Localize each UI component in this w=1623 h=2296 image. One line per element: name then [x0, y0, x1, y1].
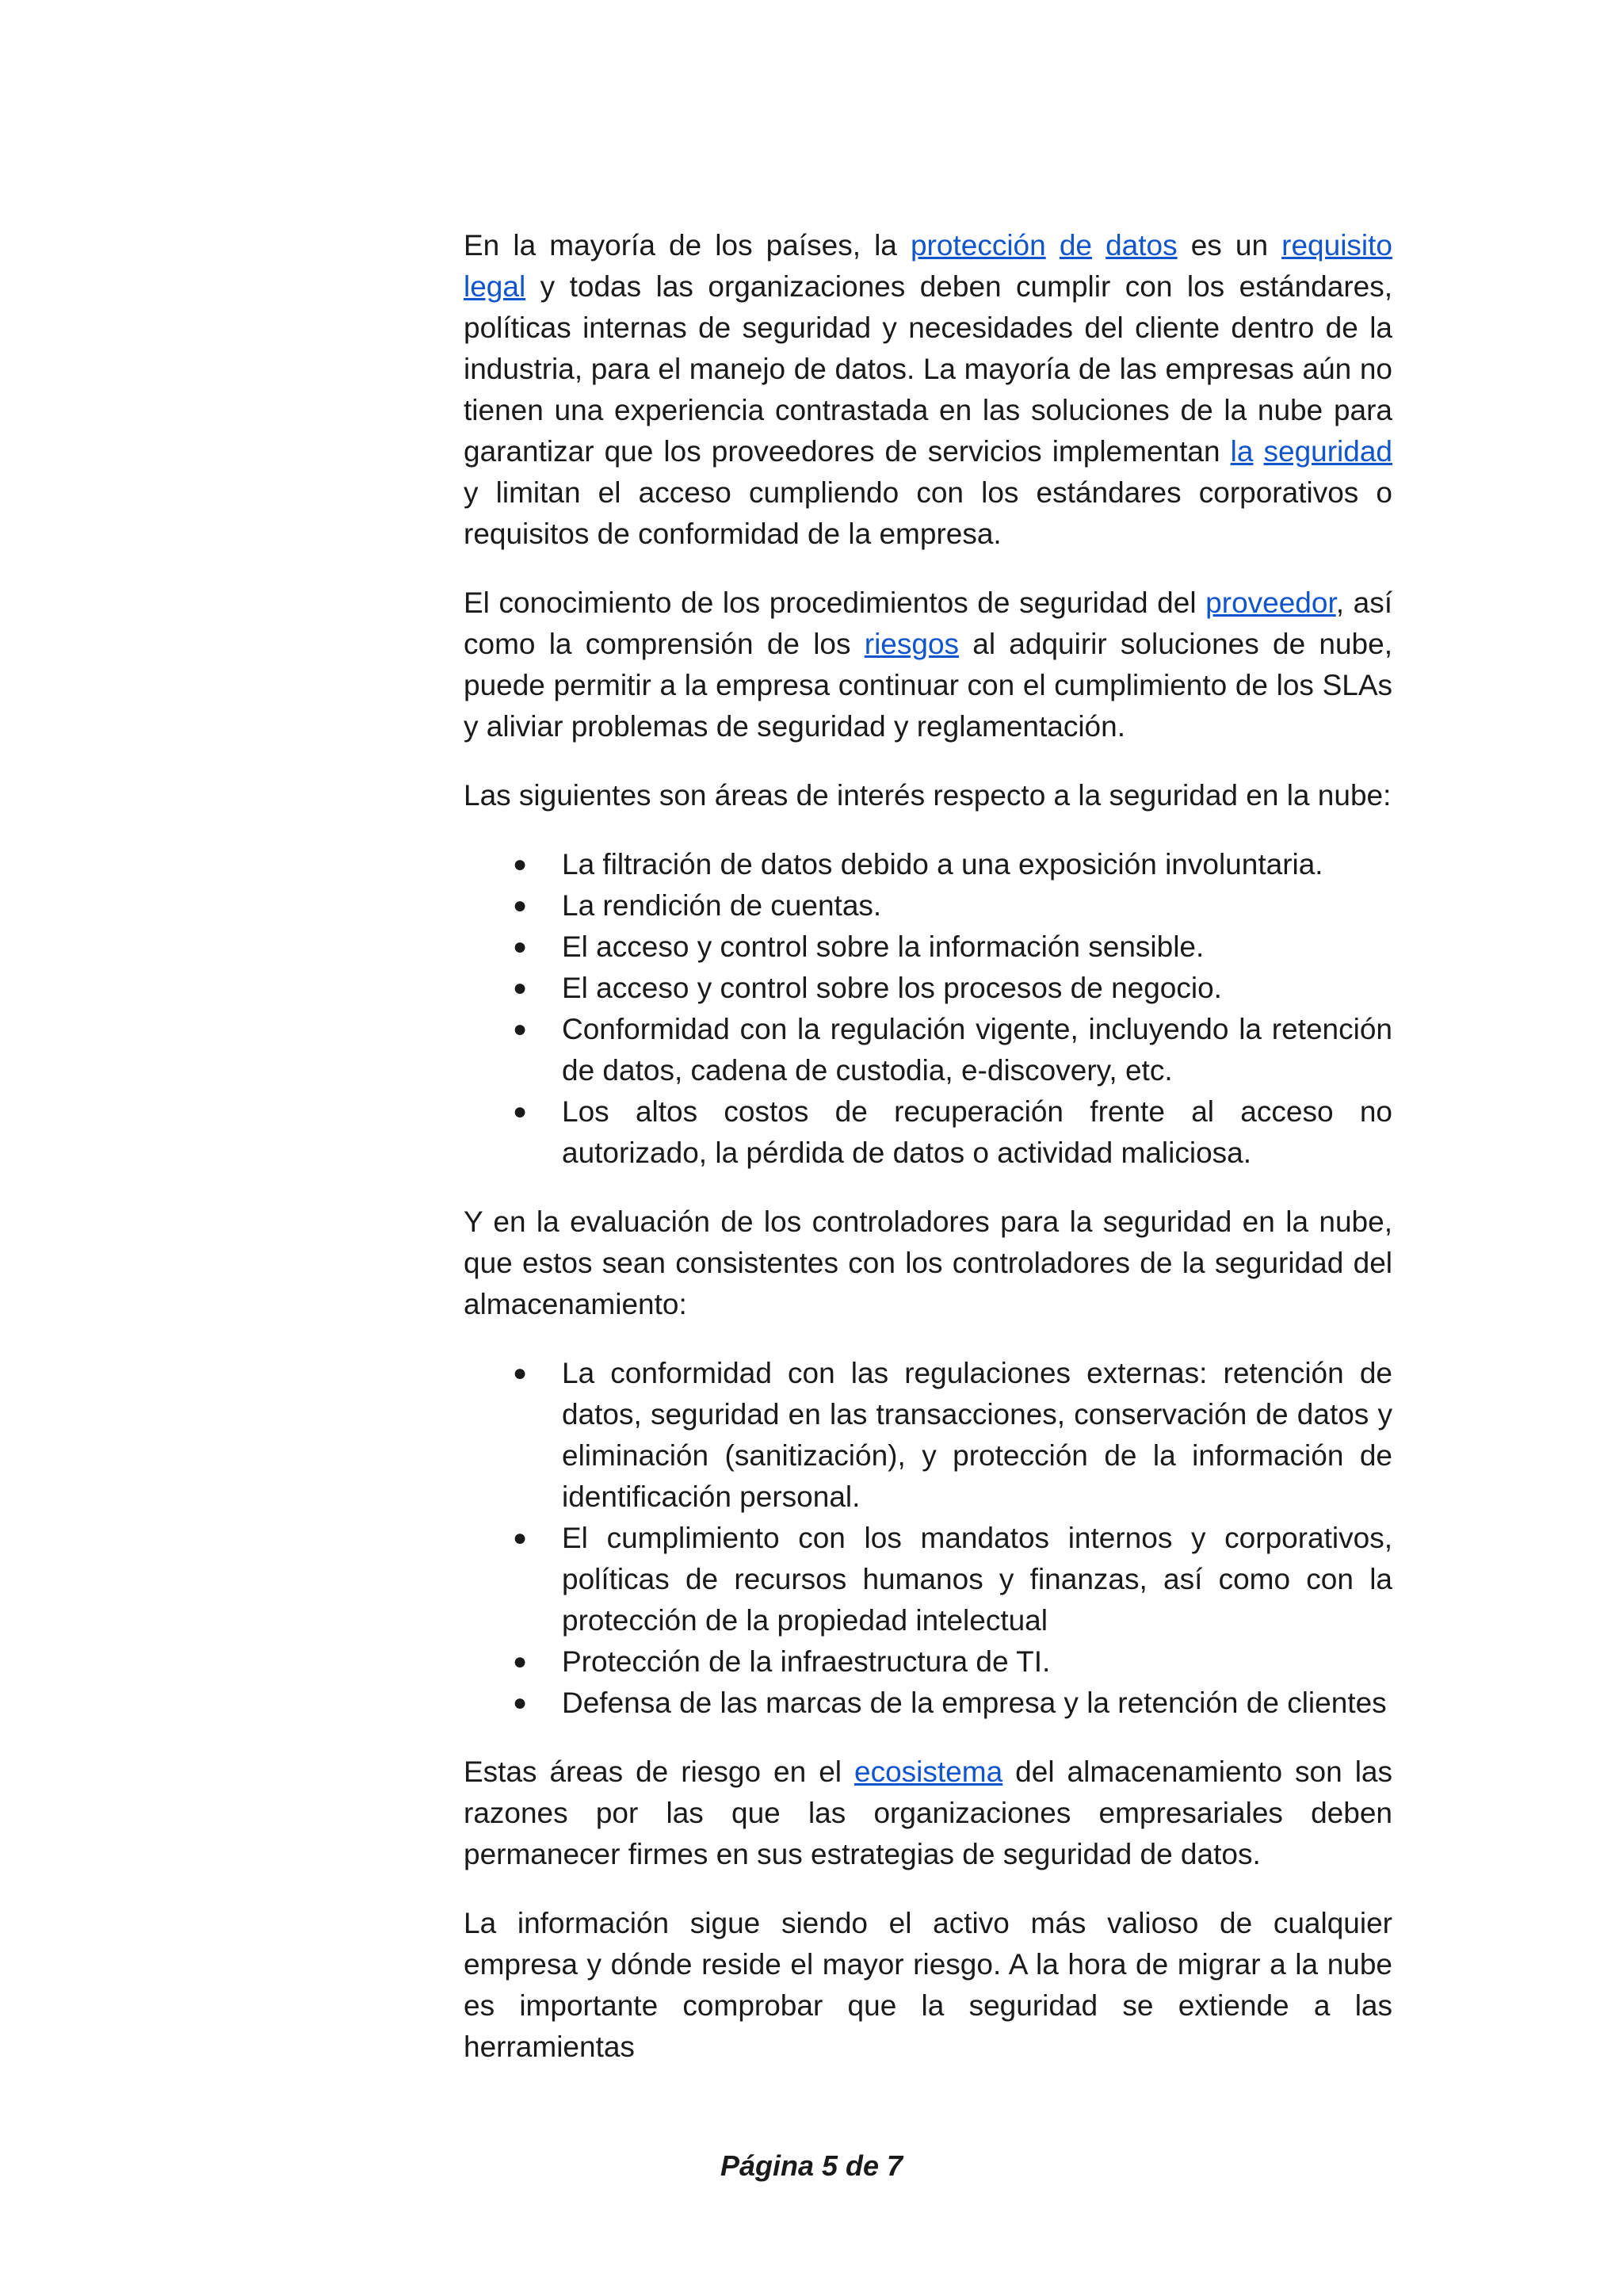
list-item	[464, 926, 1392, 968]
list-item-text: Protección de la infraestructura de TI.	[562, 1645, 1051, 1678]
bullet-icon: ●	[513, 1098, 528, 1125]
list-item-text: El acceso y control sobre los procesos de negocio.	[562, 972, 1222, 1004]
bullet-icon: ●	[513, 892, 528, 919]
link-requisito[interactable]: requisito	[1281, 229, 1392, 262]
list-item	[464, 968, 1392, 1009]
list-item-text: El acceso y control sobre la información sensible.	[562, 930, 1205, 963]
list-item	[464, 1009, 1392, 1091]
link-ecosistema[interactable]: ecosistema	[854, 1755, 1003, 1788]
paragraph-data-protection	[464, 225, 1392, 555]
page-body	[464, 225, 1392, 2095]
list-item-text: La filtración de datos debido a una exposición involuntaria.	[562, 848, 1323, 881]
list-item-text: El cumplimiento con los mandatos internos y corporativos, políticas de recursos humanos y finanzas, así como con la protección de la propiedad intelectual	[562, 1522, 1392, 1637]
bullet-icon: ●	[513, 1525, 528, 1551]
text-run: Estas áreas de riesgo en el	[464, 1755, 855, 1788]
link-riesgos[interactable]: riesgos	[864, 628, 960, 660]
link-la[interactable]: la	[1230, 435, 1254, 468]
page-footer: Página 5 de 7	[720, 2149, 903, 2182]
text-run: es un	[1177, 229, 1282, 262]
interest-areas-list	[464, 844, 1392, 1174]
list-item	[464, 1353, 1392, 1518]
bullet-icon: ●	[513, 1016, 528, 1042]
bullet-icon: ●	[513, 851, 528, 877]
list-item	[464, 844, 1392, 885]
bullet-icon: ●	[513, 1690, 528, 1716]
link-legal[interactable]: legal	[464, 270, 526, 303]
controllers-list	[464, 1353, 1392, 1724]
text-run: En la mayoría de los países, la	[464, 229, 911, 262]
text-run	[1046, 229, 1060, 262]
link-de[interactable]: de	[1059, 229, 1092, 262]
list-item	[464, 1683, 1392, 1724]
bullet-icon: ●	[513, 975, 528, 1001]
text-run: del almacenamiento son las razones por las que las organizaciones empresariales deben permanecer firmes en sus estrategias de seguridad de datos.	[464, 1755, 1392, 1870]
list-item	[464, 1091, 1392, 1174]
text-run: y limitan el acceso cumpliendo con los estándares corporativos o requisitos de conformidad de la empresa.	[464, 476, 1392, 550]
list-item-text: Defensa de las marcas de la empresa y la retención de clientes	[562, 1687, 1387, 1719]
bullet-icon: ●	[513, 1360, 528, 1386]
paragraph-provider-knowledge	[464, 583, 1392, 747]
paragraph-areas-intro: Las siguientes son áreas de interés respecto a la seguridad en la nube:	[464, 779, 1392, 812]
list-item-text: La rendición de cuentas.	[562, 889, 882, 922]
link-proteccion[interactable]: protección	[910, 229, 1046, 262]
list-item-text: Conformidad con la regulación vigente, incluyendo la retención de datos, cadena de custodia, e-discovery, etc.	[562, 1013, 1392, 1087]
text-run	[1092, 229, 1106, 262]
paragraph-controllers: Y en la evaluación de los controladores para la seguridad en la nube, que estos sean consistentes con los controladores de la seguridad del almacenamiento:	[464, 1205, 1392, 1320]
text-run: al adquirir soluciones de nube, puede permitir a la empresa continuar con el cumplimiento de los SLAs y aliviar problemas de seguridad y reglamentación.	[464, 628, 1392, 743]
link-proveedor[interactable]: proveedor	[1205, 586, 1336, 619]
paragraph-information-asset: La información sigue siendo el activo más valioso de cualquier empresa y dónde reside el mayor riesgo. A la hora de migrar a la nube es importante comprobar que la seguridad se extiende a las herramientas	[464, 1907, 1392, 2063]
list-item	[464, 1518, 1392, 1641]
paragraph-risk-areas	[464, 1752, 1392, 1875]
bullet-icon: ●	[513, 1648, 528, 1675]
text-run: El conocimiento de los procedimientos de seguridad del	[464, 586, 1206, 619]
text-run: , así como la comprensión de los	[464, 586, 1392, 660]
list-item	[464, 885, 1392, 926]
list-item-text: Los altos costos de recuperación frente al acceso no autorizado, la pérdida de datos o actividad maliciosa.	[562, 1095, 1392, 1169]
list-item	[464, 1641, 1392, 1683]
link-datos[interactable]: datos	[1106, 229, 1178, 262]
link-seguridad[interactable]: seguridad	[1263, 435, 1393, 468]
text-run: y todas las organizaciones deben cumplir con los estándares, políticas internas de seguridad y necesidades del cliente dentro de la industria, para el manejo de datos. La mayoría de las empresas aún no tienen una experiencia contrastada en las soluciones de la nube para garantizar que los proveedores de servicios implementan	[464, 270, 1392, 468]
text-run	[1253, 435, 1263, 468]
list-item-text: La conformidad con las regulaciones externas: retención de datos, seguridad en las transacciones, conservación de datos y eliminación (sanitización), y protección de la información de identificación personal.	[562, 1357, 1392, 1513]
bullet-icon: ●	[513, 934, 528, 960]
